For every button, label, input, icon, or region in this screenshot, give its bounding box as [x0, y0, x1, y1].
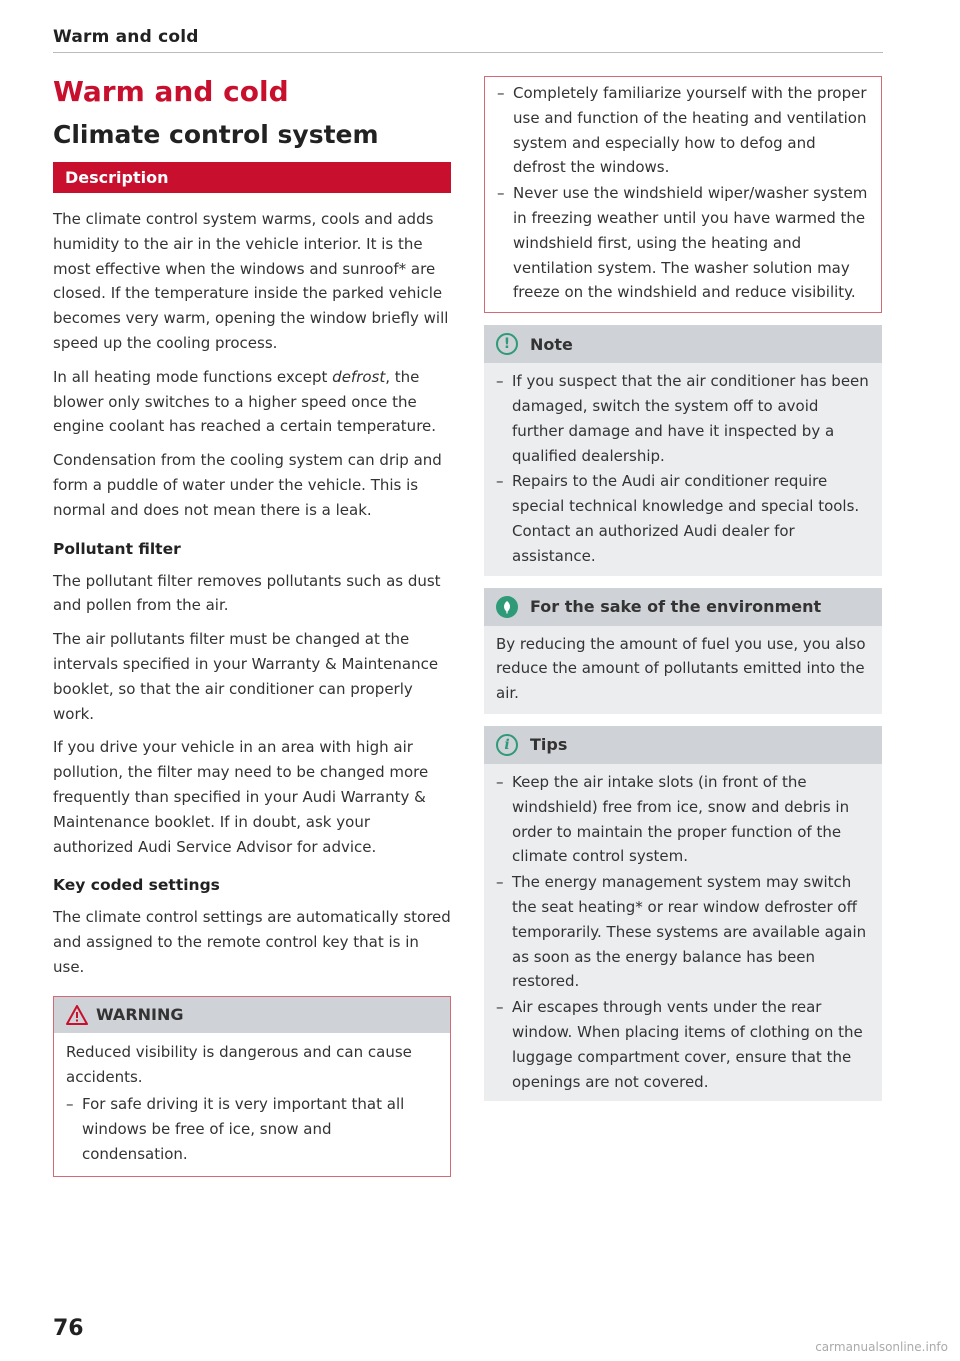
note-header — [484, 325, 882, 363]
pollutant-paragraph-1: The pollutant filter removes pollutants such as dust and pollen from the air. — [53, 571, 441, 615]
pollutant-paragraph-2: The air pollutants filter must be changed at the intervals specified in your Warranty & Maintenance booklet, so that the air conditioner can properly work. — [53, 630, 439, 723]
warning-item: – For safe driving it is very important that all windows be free of ice, snow and condensation. — [66, 1092, 438, 1166]
leaf-icon — [496, 596, 518, 618]
tips-body — [484, 764, 882, 1101]
section-title: Climate control system — [53, 120, 379, 149]
description-bar: Description — [53, 162, 451, 193]
environment-header — [484, 588, 882, 626]
heating-paragraph — [53, 365, 451, 439]
pollutant-paragraph-3: If you drive your vehicle in an area with high air pollution, the filter may need to be changed more frequently than specified in your Audi Warranty & Maintenance booklet. If in doubt, ask your authorized Audi Service Advisor for advice. — [53, 738, 429, 856]
warning-continued-list — [497, 81, 869, 305]
warning-intro: Reduced visibility is dangerous and can cause accidents. — [66, 1042, 412, 1086]
note-list — [496, 369, 870, 568]
intro-paragraph: The climate control system warms, cools and adds humidity to the air in the vehicle interior. It is the most effective when the windows and sunroof* are closed. If the temperature inside the parked vehicle becomes very warm, opening the window briefly will speed up the cooling process. — [53, 210, 449, 352]
page-number: 76 — [53, 1316, 84, 1341]
note-box — [484, 325, 882, 575]
heating-text-b: , the blower only switches to a higher speed once the engine coolant has reached a certain temperature. — [53, 367, 437, 436]
warning-triangle-icon — [66, 1005, 88, 1025]
watermark: carmanualsonline.info — [815, 1340, 948, 1354]
note-item: – If you suspect that the air conditioner has been damaged, switch the system off to avoid further damage and have it inspected by a qualified dealership. — [496, 369, 870, 468]
warning-item: – Completely familiarize yourself with the proper use and function of the heating and ventilation system and especially how to defog and defrost the windows. — [497, 81, 869, 180]
environment-box — [484, 588, 882, 714]
note-item: – Repairs to the Audi air conditioner require special technical knowledge and special tools. Contact an authorized Audi dealer for assistance. — [496, 469, 870, 568]
warning-continued-box — [484, 76, 882, 313]
header-rule — [53, 52, 883, 53]
key-coded-paragraph: The climate control settings are automatically stored and assigned to the remote control key that is in use. — [53, 908, 451, 976]
tips-label: Tips — [530, 735, 568, 755]
tips-item: – The energy management system may switch the seat heating* or rear window defroster off temporarily. These systems are available again as soon as the energy balance has been restored. — [496, 870, 870, 994]
leaf-glyph-icon — [500, 600, 514, 614]
environment-text: By reducing the amount of fuel you use, you also reduce the amount of pollutants emitted into the air. — [496, 634, 866, 703]
warning-box — [53, 996, 451, 1177]
tips-item: – Air escapes through vents under the rear window. When placing items of clothing on the luggage compartment cover, ensure that the openings are not covered. — [496, 995, 870, 1094]
tips-header — [484, 726, 882, 764]
warning-item: – Never use the windshield wiper/washer system in freezing weather until you have warmed the windshield first, using the heating and ventilation system. The washer solution may freeze on the windshield and reduce visibility. — [497, 181, 869, 305]
pollutant-filter-heading: Pollutant filter — [53, 539, 181, 558]
tips-item: – Keep the air intake slots (in front of the windshield) free from ice, snow and debris in order to maintain the proper function of the climate control system. — [496, 770, 870, 869]
info-circle-icon: i — [496, 734, 518, 756]
tips-list — [496, 770, 870, 1094]
note-body — [484, 363, 882, 575]
environment-body — [484, 626, 882, 714]
warning-label: WARNING — [96, 1004, 184, 1024]
heating-text-a: In all heating mode functions except — [53, 367, 328, 386]
chapter-title: Warm and cold — [53, 75, 289, 108]
condensation-paragraph: Condensation from the cooling system can drip and form a puddle of water under the vehicle. This is normal and does not mean there is a leak. — [53, 451, 442, 519]
right-column — [484, 76, 882, 1101]
note-label: Note — [530, 334, 573, 354]
exclamation-circle-icon: ! — [496, 333, 518, 355]
warning-list — [66, 1092, 438, 1166]
left-column — [53, 74, 451, 1177]
defrost-term: defrost — [332, 367, 386, 386]
environment-label: For the sake of the environment — [530, 597, 822, 617]
tips-box — [484, 726, 882, 1101]
warning-header — [54, 997, 450, 1033]
running-head: Warm and cold — [53, 27, 199, 47]
key-coded-heading: Key coded settings — [53, 876, 220, 895]
warning-body — [54, 1033, 450, 1176]
